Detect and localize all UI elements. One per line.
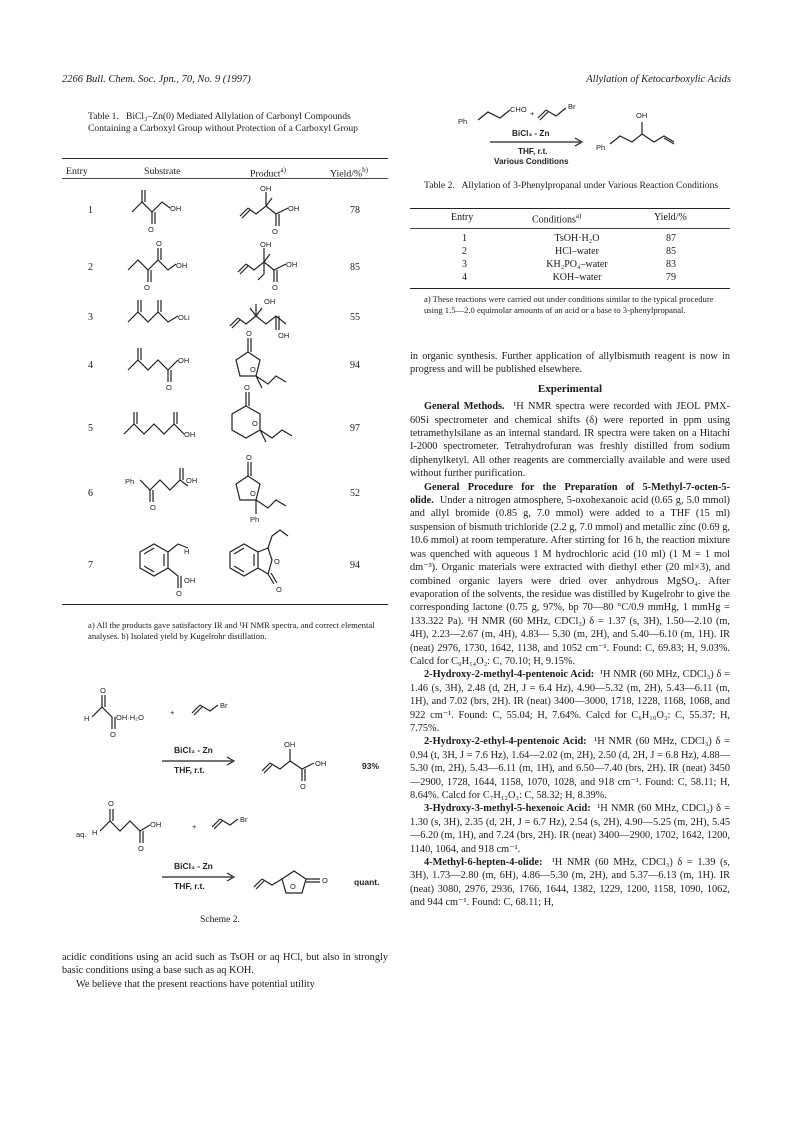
compound2-paragraph: 2-Hydroxy-2-ethyl-4-pentenoic Acid: ¹H NMR (60 MHz, CDCl₃) δ = 0.94 (t, 3H, J = 7.6 Hz), 1.64—2.02 (m, 2H), 2.50 (d, 2H, J = 6.8 Hz), 4.88—5.30 (m, 2H), 5.43—6.11 (m, 1H), and 6.50—7.40 (brs, 2H). IR (neat) 3450—2900, 1728, 1644, 1158, 1070, 1028, and 918 cm⁻¹. Found: C, 58.11; H, 8.64%. Calcd for C₇H₁₂O₃: C, 58.32; H, 8.39%.	[410, 736, 730, 801]
left-paragraph-1: acidic conditions using an acid such as TsOH or aq HCl, but also in strongly basic conditions using a base such as aq KOH.	[62, 952, 388, 977]
scheme2-aq-label: aq.	[76, 830, 87, 839]
svg-text:O: O	[108, 799, 114, 808]
svg-text:O: O	[274, 557, 280, 566]
table2-footnote: a) These reactions were carried out under conditions similar to the typical procedure using 1.5—2.0 equimolar amounts of an acid or a base to 3-phenylpropanal.	[424, 294, 714, 315]
table1-col-yield: Yield/%$^{b)}$	[330, 166, 368, 180]
svg-text:Ph: Ph	[458, 117, 468, 126]
svg-text:OH: OH	[288, 204, 300, 213]
scheme2-conditions-2: THF, r.t.	[174, 881, 205, 891]
scheme2-yield2: quant.	[354, 877, 380, 887]
compound1-paragraph: 2-Hydroxy-2-methyl-4-pentenoic Acid: ¹H NMR (60 MHz, CDCl₃) δ = 1.46 (s, 3H), 2.48 (d, 2H, J = 6.4 Hz), 4.90—5.32 (m, 2H), 5.43—6.11 (m, 1H), and 7.02 (brs, 2H). IR (neat) 3400—3000, 1718, 1228, 1168, 1068, and 922 cm⁻¹. Found: C, 55.04; H, 7.64%. Calcd for C₆H₁₀O₃: C, 55.37; H, 7.75%.	[410, 669, 730, 734]
general-methods-paragraph: General Methods. ¹H NMR spectra were recorded with JEOL PMX-60Si spectrometer and chemical shifts (δ) were reported in ppm using tetramethylsilane as an internal standard. IR spectra were taken on a Hitachi I-2000 spectrometer. Tetrahydrofuran was freshly distilled from sodium diphenylketyl. All other reagents are commercially available and were used without further purification.	[410, 401, 730, 480]
svg-text:Ph: Ph	[250, 515, 260, 524]
svg-text:O: O	[246, 329, 252, 338]
table1-caption-label: Table 1.	[88, 111, 119, 122]
table2-header-rule	[410, 228, 730, 229]
scheme-reagent: BiCl₃ - Zn	[512, 129, 550, 138]
table1-col-product: Product$^{a)}$	[250, 166, 286, 180]
svg-text:OH·H₂O: OH·H₂O	[116, 713, 144, 722]
scheme2-conditions: THF, r.t.	[174, 765, 205, 775]
table1-top-rule	[62, 158, 388, 159]
scheme2-reagent-2: BiCl₃ - Zn	[174, 861, 213, 871]
svg-text:H: H	[184, 547, 190, 556]
svg-text:OH: OH	[286, 260, 298, 269]
table2-yield: 87	[666, 233, 676, 244]
svg-text:O: O	[138, 844, 144, 853]
scheme2-caption: Scheme 2.	[200, 914, 240, 925]
svg-text:Ph: Ph	[596, 143, 606, 152]
svg-text:+: +	[170, 708, 175, 717]
svg-text:OH: OH	[176, 261, 188, 270]
table1-header-rule	[62, 178, 388, 179]
table1-footnote: a) All the products gave satisfactory IR and ¹H NMR spectra, and correct elemental analyses. b) Isolated yield by Kugelrohr distillation.	[88, 620, 375, 641]
svg-text:OH: OH	[278, 331, 290, 340]
table1-entry: 6	[88, 488, 93, 499]
table1-structures	[100, 180, 340, 610]
table1-entry: 3	[88, 312, 93, 323]
right-body-text	[410, 350, 730, 910]
svg-text:O: O	[272, 227, 278, 236]
compound4-paragraph: 4-Methyl-6-hepten-4-olide: ¹H NMR (60 MHz, CDCl₃) δ = 1.39 (s, 3H), 1.73—2.80 (m, 6H), 4.86—5.30 (m, 2H), and 5.37—6.13 (m, 1H). IR (neat) 3080, 2976, 2936, 1766, 1644, 1382, 1229, 1200, 1158, 1090, 1062, and 944 cm⁻¹. Found: C, 68.11; H,	[410, 857, 731, 909]
svg-text:O: O	[110, 730, 116, 739]
svg-text:O: O	[250, 489, 256, 498]
svg-text:H: H	[84, 714, 90, 723]
experimental-heading: Experimental	[537, 382, 603, 395]
table1-yield: 78	[350, 205, 360, 216]
svg-text:O: O	[148, 225, 154, 234]
svg-text:O: O	[272, 283, 278, 292]
svg-text:O: O	[166, 383, 172, 392]
svg-text:OH: OH	[184, 430, 196, 439]
table1-caption-text: BiCl₃–Zn(0) Mediated Allylation of Carbonyl Compounds Containing a Carboxyl Group without Protection of a Carboxyl Group	[88, 111, 358, 134]
table1-yield: 55	[350, 312, 360, 323]
table2-entry: 2	[462, 246, 467, 257]
svg-text:OH: OH	[284, 740, 296, 749]
table2-entry: 1	[462, 233, 467, 244]
svg-text:OH: OH	[178, 356, 190, 365]
table1-yield: 52	[350, 488, 360, 499]
compound3-paragraph: 3-Hydroxy-3-methyl-5-hexenoic Acid: ¹H NMR (60 MHz, CDCl₃) δ = 1.30 (s, 3H), 2.35 (d, 2H, J = 6.7 Hz), 2.54 (s, 2H), 4.90—5.25 (m, 2H), 5.45—6.20 (m, 1H), and 7.24 (brs, 2H). IR (neat) 3400—2900, 1702, 1642, 1200, 1140, 1064, and 918 cm⁻¹.	[410, 803, 730, 855]
table2-col-conditions: Conditions$^{a)}$	[532, 212, 582, 226]
svg-text:O: O	[290, 882, 296, 891]
table1-yield: 94	[350, 360, 360, 371]
table2-conditions: KH₂PO₄–water	[546, 259, 608, 270]
table1-entry: 1	[88, 205, 93, 216]
table2-entry: 3	[462, 259, 467, 270]
table2-yield: 83	[666, 259, 676, 270]
svg-text:O: O	[246, 453, 252, 462]
svg-text:OH: OH	[260, 184, 272, 193]
svg-text:OLi: OLi	[178, 313, 190, 322]
svg-text:O: O	[300, 782, 306, 791]
scheme-conditions-2: Various Conditions	[494, 157, 569, 166]
table2-col-entry: Entry	[451, 212, 474, 223]
svg-text:OH: OH	[260, 240, 272, 249]
table1-col-substrate: Substrate	[144, 166, 181, 177]
svg-text:Br: Br	[568, 102, 576, 111]
table2-entry: 4	[462, 272, 467, 283]
table1-col-entry: Entry	[66, 166, 88, 177]
allylation-scheme	[410, 96, 730, 170]
svg-text:OH: OH	[315, 759, 327, 768]
svg-text:O: O	[100, 686, 106, 695]
intro-paragraph: in organic synthesis. Further application of allylbismuth reagent is now in progress and will be published elsewhere.	[410, 351, 730, 376]
table2-bottom-rule	[410, 288, 730, 289]
svg-text:O: O	[252, 419, 258, 428]
svg-text:Br: Br	[220, 701, 228, 710]
svg-text:OH: OH	[264, 297, 276, 306]
svg-text:O: O	[250, 365, 256, 374]
table1-yield: 97	[350, 423, 360, 434]
left-paragraph-2: We believe that the present reactions have potential utility	[76, 978, 315, 990]
svg-text:H: H	[92, 828, 98, 837]
svg-text:O: O	[244, 383, 250, 392]
svg-text:OH: OH	[150, 820, 162, 829]
scheme2-yield1: 93%	[362, 761, 380, 771]
svg-text:OH: OH	[186, 476, 198, 485]
table2-col-yield: Yield/%	[654, 212, 687, 223]
table2-top-rule	[410, 208, 730, 209]
svg-text:O: O	[144, 283, 150, 292]
svg-text:+: +	[530, 109, 535, 118]
procedure-paragraph: General Procedure for the Preparation of 5-Methyl-7-octen-5-olide. Under a nitrogen atmosphere, 5-oxohexanoic acid (0.65 g, 5.0 mmol) and allyl bromide (0.85 g, 7.0 mmol) were added to a THF (15 ml) suspension of bismuth trichloride (2.2 g, 7.0 mmol) and metallic zinc (0.69 g, 10.6 mmol) at room temperature. After stirring for 16 h, the reaction mixture was quenched with aqueous 1 M hydrochloric acid (10 ml) (1 M = 1 mol dm⁻³). Organic materials were extracted with diethyl ether (20 ml×3), and combined organic layers were dried over anhydrous MgSO₄. After evaporation of the solvents, the residue was distilled by Kugelrohr to give the corresponding lactone (0.75 g, 97%, bp 70—80 °C/0.9 mmHg, 1 mmHg = 133.322 Pa). ¹H NMR (60 MHz, CDCl₃) δ = 1.37 (s, 3H), 1.50—2.10 (m, 4H), 2.23—2.67 (m, 4H), 4.83— 5.30 (m, 2H), and 5.40—6.10 (m, 1H). IR (neat) 2976, 1730, 1642, 1138, and 1052 cm⁻¹. Found: C, 69.83; H, 9.03%. Calcd for C₉H₁₄O₂: C, 70.10; H, 9.15%.	[410, 481, 730, 667]
svg-text:OH: OH	[170, 204, 182, 213]
svg-text:OH: OH	[636, 111, 648, 120]
running-header-left: 2266 Bull. Chem. Soc. Jpn., 70, No. 9 (1997)	[62, 74, 251, 85]
table1-yield: 94	[350, 560, 360, 571]
scheme2-reagent: BiCl₃ - Zn	[174, 745, 213, 755]
svg-text:OH: OH	[184, 576, 196, 585]
table1-entry: 2	[88, 262, 93, 273]
svg-text:O: O	[276, 585, 282, 594]
svg-text:Ph: Ph	[125, 477, 135, 486]
scheme-conditions-1: THF, r.t.	[518, 147, 548, 156]
table2-caption-label: Table 2.	[424, 180, 455, 191]
table1-caption	[88, 111, 380, 135]
svg-text:CHO: CHO	[510, 105, 527, 114]
table1-bottom-rule	[62, 604, 388, 605]
table2-conditions: KOH–water	[552, 272, 602, 283]
svg-text:O: O	[176, 589, 182, 598]
svg-text:Br: Br	[240, 815, 248, 824]
table1-entry: 4	[88, 360, 93, 371]
svg-text:O: O	[322, 876, 328, 885]
svg-text:+: +	[192, 822, 197, 831]
table1-yield: 85	[350, 262, 360, 273]
table2-conditions: TsOH·H₂O	[554, 233, 600, 244]
table2-conditions: HCl–water	[555, 246, 599, 257]
table2-yield: 79	[666, 272, 676, 283]
scheme2-diagram	[62, 675, 392, 915]
table2-caption	[424, 180, 724, 192]
table1-entry: 7	[88, 560, 93, 571]
left-body-text	[62, 951, 388, 991]
table2-caption-text: Allylation of 3-Phenylpropanal under Various Reaction Conditions	[461, 180, 719, 191]
running-header-right: Allylation of Ketocarboxylic Acids	[586, 74, 731, 85]
svg-text:O: O	[150, 503, 156, 512]
svg-text:O: O	[156, 239, 162, 248]
table2-yield: 85	[666, 246, 676, 257]
table1-entry: 5	[88, 423, 93, 434]
